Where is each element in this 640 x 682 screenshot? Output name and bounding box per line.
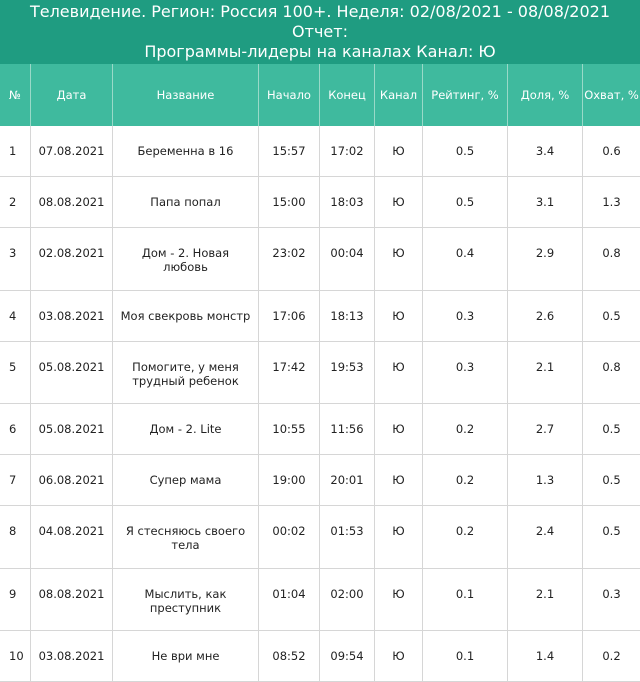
cell-rating: 0.3 xyxy=(422,291,507,342)
cell-start: 17:06 xyxy=(258,291,319,342)
cell-reach: 0.6 xyxy=(582,126,640,177)
cell-share: 3.4 xyxy=(507,126,582,177)
cell-rating: 0.4 xyxy=(422,228,507,291)
cell-reach: 0.3 xyxy=(582,569,640,631)
cell-num: 1 xyxy=(0,126,30,177)
cell-end: 09:54 xyxy=(319,631,374,682)
leaders-table xyxy=(0,64,640,682)
cell-name: Я стесняюсь своего тела xyxy=(112,506,258,569)
cell-num: 6 xyxy=(0,404,30,455)
cell-channel: Ю xyxy=(374,506,422,569)
cell-date: 05.08.2021 xyxy=(30,404,112,455)
cell-share: 2.1 xyxy=(507,342,582,404)
cell-num: 3 xyxy=(0,228,30,291)
cell-name: Папа попал xyxy=(112,177,258,228)
cell-num: 10 xyxy=(0,631,30,682)
cell-name: Мыслить, как преступник xyxy=(112,569,258,631)
cell-date: 05.08.2021 xyxy=(30,342,112,404)
cell-end: 18:13 xyxy=(319,291,374,342)
cell-share: 2.1 xyxy=(507,569,582,631)
cell-rating: 0.2 xyxy=(422,455,507,506)
cell-end: 17:02 xyxy=(319,126,374,177)
cell-date: 04.08.2021 xyxy=(30,506,112,569)
report-title xyxy=(0,0,640,64)
cell-date: 03.08.2021 xyxy=(30,631,112,682)
cell-end: 11:56 xyxy=(319,404,374,455)
cell-end: 19:53 xyxy=(319,342,374,404)
cell-reach: 0.5 xyxy=(582,506,640,569)
report-title-line2: Программы-лидеры на каналах Канал: Ю xyxy=(144,42,496,61)
cell-start: 15:00 xyxy=(258,177,319,228)
cell-date: 08.08.2021 xyxy=(30,177,112,228)
cell-start: 17:42 xyxy=(258,342,319,404)
header-name: Название xyxy=(112,64,258,126)
cell-reach: 0.5 xyxy=(582,404,640,455)
cell-date: 03.08.2021 xyxy=(30,291,112,342)
cell-name: Беременна в 16 xyxy=(112,126,258,177)
cell-share: 2.4 xyxy=(507,506,582,569)
cell-reach: 0.8 xyxy=(582,228,640,291)
cell-start: 15:57 xyxy=(258,126,319,177)
cell-rating: 0.1 xyxy=(422,631,507,682)
header-date: Дата xyxy=(30,64,112,126)
cell-channel: Ю xyxy=(374,404,422,455)
cell-end: 18:03 xyxy=(319,177,374,228)
cell-end: 00:04 xyxy=(319,228,374,291)
cell-date: 02.08.2021 xyxy=(30,228,112,291)
cell-share: 3.1 xyxy=(507,177,582,228)
report-title-line1: Телевидение. Регион: Россия 100+. Неделя: 02/08/2021 - 08/08/2021 Отчет: xyxy=(29,2,611,41)
cell-channel: Ю xyxy=(374,342,422,404)
header-reach: Охват, % xyxy=(582,64,640,126)
cell-share: 1.4 xyxy=(507,631,582,682)
cell-start: 08:52 xyxy=(258,631,319,682)
cell-num: 4 xyxy=(0,291,30,342)
cell-name: Не ври мне xyxy=(112,631,258,682)
cell-rating: 0.5 xyxy=(422,177,507,228)
cell-end: 20:01 xyxy=(319,455,374,506)
cell-reach: 0.5 xyxy=(582,455,640,506)
cell-channel: Ю xyxy=(374,631,422,682)
cell-reach: 0.5 xyxy=(582,291,640,342)
cell-share: 1.3 xyxy=(507,455,582,506)
cell-end: 01:53 xyxy=(319,506,374,569)
cell-rating: 0.2 xyxy=(422,404,507,455)
cell-rating: 0.1 xyxy=(422,569,507,631)
cell-channel: Ю xyxy=(374,126,422,177)
cell-name: Дом - 2. Lite xyxy=(112,404,258,455)
header-end: Конец xyxy=(319,64,374,126)
cell-name: Супер мама xyxy=(112,455,258,506)
cell-start: 10:55 xyxy=(258,404,319,455)
header-rating: Рейтинг, % xyxy=(422,64,507,126)
cell-date: 06.08.2021 xyxy=(30,455,112,506)
cell-reach: 1.3 xyxy=(582,177,640,228)
cell-channel: Ю xyxy=(374,228,422,291)
cell-num: 9 xyxy=(0,569,30,631)
cell-channel: Ю xyxy=(374,177,422,228)
header-start: Начало xyxy=(258,64,319,126)
cell-num: 8 xyxy=(0,506,30,569)
cell-channel: Ю xyxy=(374,455,422,506)
header-channel: Канал xyxy=(374,64,422,126)
cell-share: 2.7 xyxy=(507,404,582,455)
cell-start: 19:00 xyxy=(258,455,319,506)
cell-end: 02:00 xyxy=(319,569,374,631)
header-share: Доля, % xyxy=(507,64,582,126)
cell-num: 5 xyxy=(0,342,30,404)
cell-date: 08.08.2021 xyxy=(30,569,112,631)
cell-channel: Ю xyxy=(374,569,422,631)
cell-num: 7 xyxy=(0,455,30,506)
header-num: № xyxy=(0,64,30,126)
cell-start: 01:04 xyxy=(258,569,319,631)
cell-reach: 0.2 xyxy=(582,631,640,682)
cell-num: 2 xyxy=(0,177,30,228)
cell-reach: 0.8 xyxy=(582,342,640,404)
cell-share: 2.9 xyxy=(507,228,582,291)
cell-start: 23:02 xyxy=(258,228,319,291)
cell-channel: Ю xyxy=(374,291,422,342)
cell-name: Моя свекровь монстр xyxy=(112,291,258,342)
cell-rating: 0.3 xyxy=(422,342,507,404)
cell-rating: 0.2 xyxy=(422,506,507,569)
cell-rating: 0.5 xyxy=(422,126,507,177)
cell-start: 00:02 xyxy=(258,506,319,569)
cell-share: 2.6 xyxy=(507,291,582,342)
cell-date: 07.08.2021 xyxy=(30,126,112,177)
cell-name: Дом - 2. Новая любовь xyxy=(112,228,258,291)
cell-name: Помогите, у меня трудный ребенок xyxy=(112,342,258,404)
